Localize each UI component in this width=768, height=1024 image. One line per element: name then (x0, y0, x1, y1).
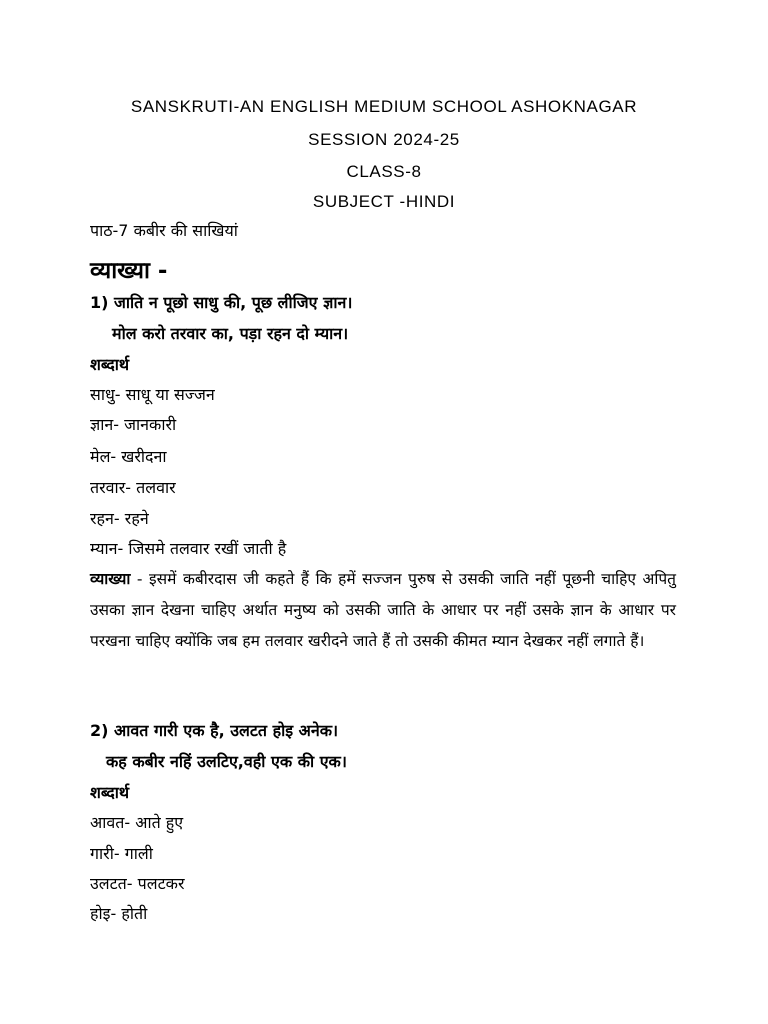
lesson-title: पाठ-7 कबीर की साखियां (90, 221, 238, 240)
glossary-item: गारी- गाली (90, 844, 153, 863)
glossary-item: आवत- आते हुए (90, 813, 184, 832)
glossary-item: ज्ञान- जानकारी (90, 415, 177, 434)
explanation-label: व्याख्या (90, 570, 131, 588)
glossary-item: होइ- होती (90, 904, 148, 923)
glossary-item: मेल- खरीदना (90, 447, 167, 466)
glossary-item: रहन- रहने (90, 509, 149, 528)
doha1-line1: 1) जाति न पूछो साधु की, पूछ लीजिए ज्ञान। (90, 293, 353, 312)
school-name: SANSKRUTI-AN ENGLISH MEDIUM SCHOOL ASHOKNAGAR (130, 97, 638, 116)
session-line: SESSION 2024-25 (308, 130, 460, 149)
glossary-item: तरवार- तलवार (90, 478, 176, 497)
class-line: CLASS-8 (346, 162, 422, 181)
doha1-explanation (90, 564, 676, 657)
subject-line: SUBJECT -HINDI (312, 192, 456, 211)
doha1-line2: मोल करो तरवार का, पड़ा रहन दो म्यान। (112, 324, 349, 343)
doha2-glossary-heading: शब्दार्थ (90, 783, 130, 802)
glossary-item: उलटत- पलटकर (90, 874, 185, 893)
section-heading: व्याख्या - (90, 258, 168, 284)
doha2-line2: कह कबीर नहिं उलटिए,वही एक की एक। (106, 752, 347, 771)
doha1-glossary-heading: शब्दार्थ (90, 355, 130, 374)
glossary-item: साधु- साधू या सज्जन (90, 385, 215, 404)
glossary-item: म्यान- जिसमे तलवार रखीं जाती है (90, 539, 287, 558)
explanation-text: - इसमें कबीरदास जी कहते हैं कि हमें सज्जन पुरुष से उसकी जाति नहीं पूछनी चाहिए अपितु उसका ज्ञान देखना चाहिए अर्थात मनुष्य को उसकी जाति के आधार पर नहीं उसके ज्ञान के आधार पर परखना चाहिए क्योंकि जब हम तलवार खरीदने जाते हैं तो उसकी कीमत म्यान देखकर नहीं लगाते हैं। (90, 570, 676, 650)
doha2-line1: 2) आवत गारी एक है, उलटत होइ अनेक। (90, 721, 339, 740)
